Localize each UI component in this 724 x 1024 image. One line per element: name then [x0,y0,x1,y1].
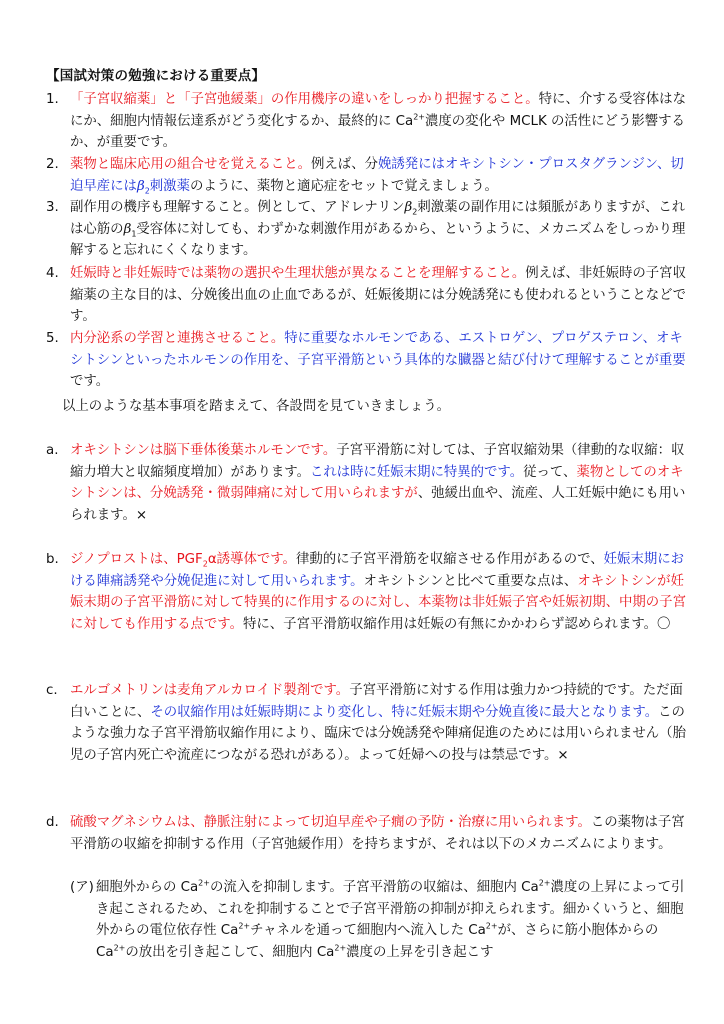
point-number: 2. [46,157,59,172]
point-number: 5. [46,331,59,346]
intro-text: 以上のような基本事項を踏まえて、各設問を見ていきましょう。 [62,399,451,414]
point-number: 3. [46,200,59,215]
point-1: 「子宮収縮薬」と「子宮弛緩薬」の作用機序の違いをしっかり把握すること。特に、介する受容体はなにか、細胞内情報伝達系がどう変化するか、最終的に $Ca^{2+}$濃度の変化や MCLK の活性にどう影響するか、が重要です。 [70,92,686,150]
point-5-emphasis: 内分泌系の学習と連携させること。 [70,331,285,346]
point-1-emphasis: 「子宮収縮薬」と「子宮弛緩薬」の作用機序の違いをしっかり把握すること。 [70,92,539,107]
item-label: b. [46,552,59,567]
point-2: 薬物と臨床応用の組合せを覚えること。例えば、分娩誘発にはオキシトシン・プロスタグランジン、切迫早産には$\beta_2$刺激薬のように、薬物と適応症をセットで覚えましょう。 [70,157,684,196]
sub-item-label: (ア) [70,880,94,895]
item-c: エルゴメトリンは麦角アルカロイド製剤です。子宮平滑筋に対する作用は強力かつ持続的です。ただ面白いことに、その収縮作用は妊娠時期により変化し、特に妊娠末期や分娩直後に最大となります。このような強力な子宮平滑筋収縮作用により、臨床では分娩誘発や陣痛促進のためには用いられません（胎児の子宮内死亡や流産につながる恐れがある）。よって妊婦への投与は禁忌です。× [70,683,686,763]
point-number: 1. [46,92,59,107]
point-2-emphasis: 薬物と臨床応用の組合せを覚えること。 [70,157,312,172]
section-heading: 【国試対策の勉強における重要点】 [46,68,266,84]
point-5: 内分泌系の学習と連携させること。特に重要なホルモンである、エストロゲン、プロゲステロン、オキシトシンといったホルモンの作用を、子宮平滑筋という具体的な臓器と結び付けて理解することが重要です。 [70,331,686,389]
point-4: 妊娠時と非妊娠時では薬物の選択や生理状態が異なることを理解すること。例えば、非妊娠時の子宮収縮薬の主な目的は、分娩後出血の止血であるが、妊娠後期には分娩誘発にも使われるということなどです。 [70,266,686,324]
sub-item-a: 細胞外からの $Ca^{2+}$の流入を抑制します。子宮平滑筋の収縮は、細胞内 $Ca^{2+}$濃度の上昇によって引き起こされるため、これを抑制することで子宮平滑筋の抑制が抑えられます。細かくいうと、細胞外からの電位依存性 $Ca^{2+}$チャネルを通って細胞内へ流入した $Ca^{2+}$が、さらに筋小胞体からの $Ca^{2+}$の放出を引き起こして、細胞内 $Ca^{2+}$濃度の上昇を引き起こす [96,878,685,960]
item-label: d. [46,815,59,830]
item-label: c. [46,683,58,698]
point-4-emphasis: 妊娠時と非妊娠時では薬物の選択や生理状態が異なることを理解すること。 [70,266,526,281]
item-label: a. [46,443,59,458]
item-d: 硫酸マグネシウムは、静脈注射によって切迫早産や子癇の予防・治療に用いられます。この薬物は子宮平滑筋の収縮を抑制する作用（子宮弛緩作用）を持ちますが、それは以下のメカニズムによります。 [70,815,685,852]
item-b: ジノプロストは、$PGF_2\alpha$誘導体です。律動的に子宮平滑筋を収縮させる作用があるので、妊娠末期における陣痛誘発や分娩促進に対して用いられます。オキシトシンと比べて重要な点は、オキシトシンが妊娠末期の子宮平滑筋に対して特異的に作用するのに対し、本薬物は非妊娠子宮や妊娠初期、中期の子宮に対しても作用する点です。特に、子宮平滑筋収縮作用は妊娠の有無にかかわらず認められます。〇 [70,552,686,632]
point-3: 副作用の機序も理解すること。例として、アドレナリン$\beta_2$刺激薬の副作用には頻脈がありますが、これは心筋の$\beta_1$受容体に対しても、わずかな刺激作用があるから、というように、メカニズムをしっかり理解すると忘れにくくなります。 [70,200,686,258]
item-a: オキシトシンは脳下垂体後葉ホルモンです。子宮平滑筋に対しては、子宮収縮効果（律動的な収縮：収縮力増大と収縮頻度増加）があります。これは時に妊娠末期に特異的です。従って、薬物としてのオキシトシンは、分娩誘発・微弱陣痛に対して用いられますが、弛緩出血や、流産、人工妊娠中絶にも用いられます。× [70,443,686,523]
point-number: 4. [46,266,59,281]
